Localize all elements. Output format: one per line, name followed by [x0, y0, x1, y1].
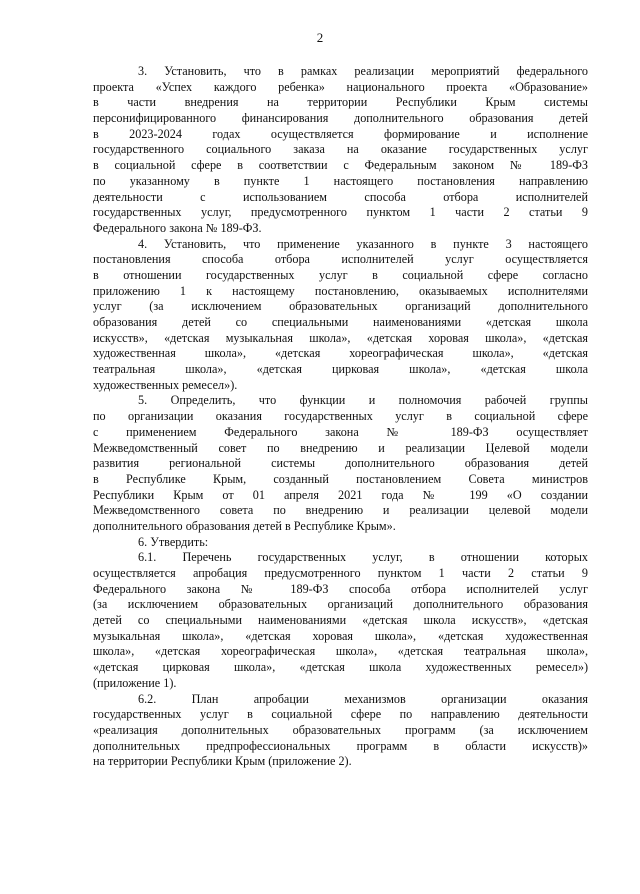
text-line: 5. Определить, что функции и полномочия рабочей группы: [138, 393, 588, 408]
text-line: государственного социального заказа на оказание государственных услуг: [93, 142, 588, 157]
text-line: дополнительного образования детей в Республике Крым».: [93, 518, 396, 533]
text-line: образования детей со специальными наименованиями «детская школа: [93, 315, 588, 329]
text-line: постановления способа отбора исполнителей услуг осуществляется: [93, 252, 588, 267]
text-line: приложению 1 к настоящему постановлению, оказываемых исполнителями: [93, 283, 588, 298]
text-line: в 2023-2024 годах осуществляется формирование и исполнение: [93, 126, 588, 141]
text-line: музыкальная школа», «детская хоровая школа», «детская художественная: [93, 628, 588, 643]
text-line: развития региональной системы дополнительного образования детей: [93, 456, 588, 471]
paragraph: [93, 550, 588, 691]
text-line: государственных услуг, предусмотренного пунктом 1 части 2 статьи 9: [93, 205, 588, 220]
text-line: школа», «детская хореографическая школа», «детская театральная школа»,: [93, 644, 588, 659]
paragraph: [93, 237, 588, 394]
text-line: в отношении государственных услуг в социальной сфере согласно: [93, 267, 588, 282]
text-line: Республики Крым от 01 апреля 2021 года № 199 «О создании: [93, 487, 588, 502]
text-line: в Республике Крым, созданный постановлением Совета министров: [93, 471, 588, 486]
text-line: по указанному в пункте 1 настоящего постановления направлению: [93, 173, 588, 188]
text-line: 6. Утвердить:: [138, 534, 209, 549]
text-line: 6.2. План апробации механизмов организации оказания: [138, 691, 588, 706]
text-line: осуществляется апробация предусмотренного пунктом 1 части 2 статьи 9: [93, 566, 588, 580]
text-line: театральная школа», «детская цирковая школа», «детская школа: [93, 362, 588, 377]
text-line: деятельности с использованием способа отбора исполнителей: [93, 189, 588, 204]
text-line: персонифицированного финансирования дополнительного образования детей: [93, 111, 588, 126]
text-line: 4. Установить, что применение указанного в пункте 3 настоящего: [138, 236, 588, 251]
text-line: Межведомственный совет по внедрению и реализации Целевой модели: [93, 440, 588, 455]
text-line: (за исключением образовательных организаций дополнительного образования: [93, 597, 588, 612]
text-line: дополнительных предпрофессиональных программ в области искусств)»: [93, 738, 588, 753]
text-line: в социальной сфере в соответствии с Федеральным законом № 189-ФЗ: [93, 158, 588, 173]
text-line: с применением Федерального закона № 189-ФЗ осуществляет: [93, 424, 588, 439]
paragraph: [93, 393, 588, 534]
paragraph: [93, 64, 588, 237]
text-line: (приложение 1).: [93, 675, 177, 690]
text-line: «детская цирковая школа», «детская школа художественных ремесел»): [93, 660, 588, 675]
text-line: 6.1. Перечень государственных услуг, в отношении которых: [138, 550, 588, 565]
text-line: детей со специальными наименованиями «детская школа искусств», «детская: [93, 613, 588, 628]
text-line: Федерального закона № 189-ФЗ.: [93, 220, 262, 235]
paragraph: [93, 692, 588, 770]
text-line: проекта «Успех каждого ребенка» национального проекта «Образование»: [93, 79, 588, 94]
text-line: Федерального закона № 189-ФЗ способа отбора исполнителей услуг: [93, 581, 588, 596]
text-line: на территории Республики Крым (приложение 2).: [93, 754, 352, 769]
text-line: художественная школа», «детская хореографическая школа», «детская: [93, 346, 588, 361]
document-body: [93, 64, 588, 770]
page-number: 2: [316, 30, 324, 45]
text-line: искусств», «детская музыкальная школа», «детская хоровая школа», «детская: [93, 330, 588, 345]
text-line: художественных ремесел»).: [93, 377, 238, 392]
paragraph: [93, 535, 588, 551]
text-line: Межведомственного совета по внедрению и реализации целевой модели: [93, 503, 588, 518]
text-line: по организации оказания государственных услуг в социальной сфере: [93, 409, 588, 424]
text-line: услуг (за исключением образовательных организаций дополнительного: [93, 299, 588, 314]
text-line: 3. Установить, что в рамках реализации мероприятий федерального: [138, 64, 588, 78]
text-line: в части внедрения на территории Республики Крым системы: [93, 95, 588, 110]
text-line: «реализация дополнительных образовательных программ (за исключением: [93, 722, 588, 737]
text-line: государственных услуг в социальной сфере по направлению деятельности: [93, 707, 588, 722]
